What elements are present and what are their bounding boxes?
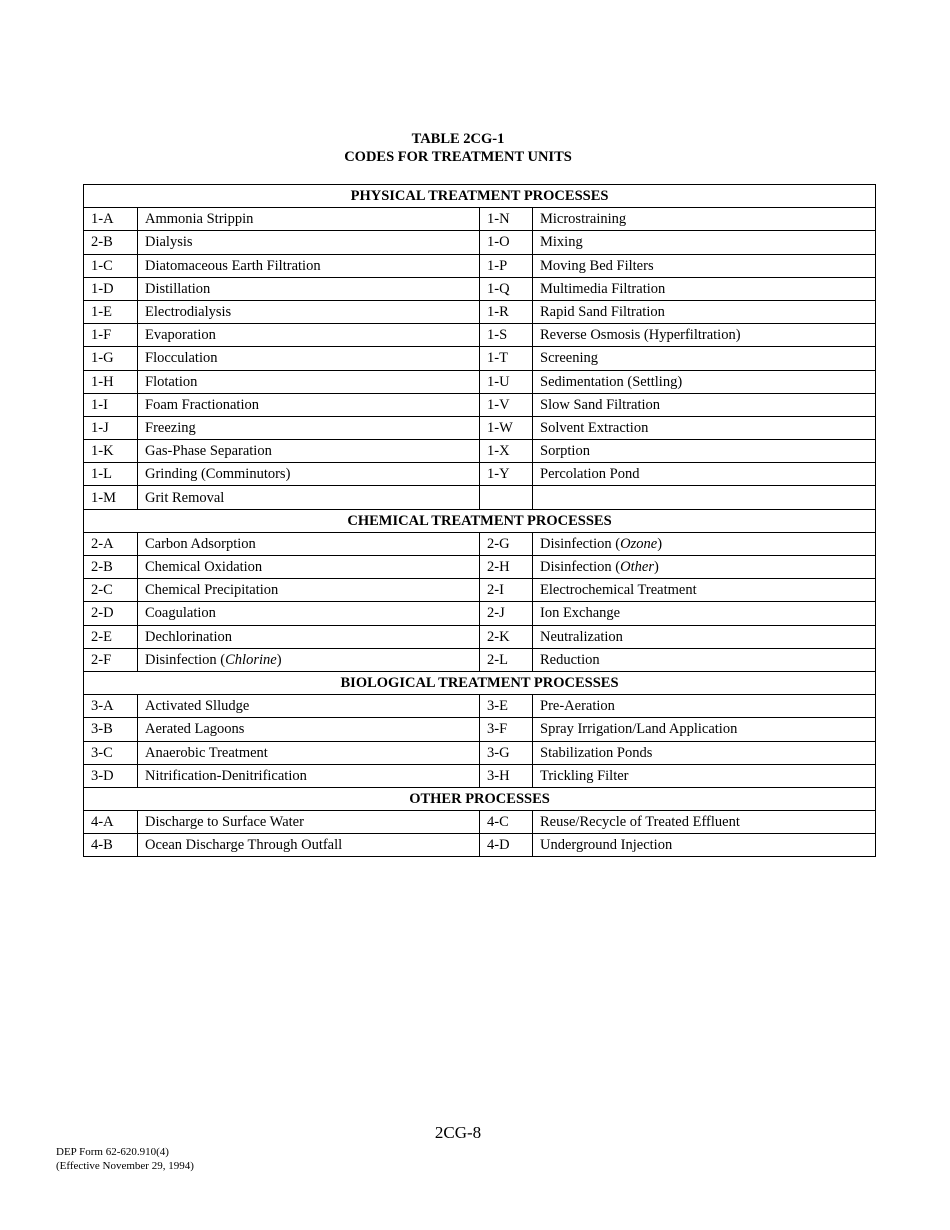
process-name-cell xyxy=(138,393,480,416)
unit-code: 2-A xyxy=(91,535,114,552)
unit-code: 1-K xyxy=(91,443,114,460)
unit-name: Chemical Oxidation xyxy=(145,559,263,576)
code-cell xyxy=(84,532,138,555)
process-name-cell xyxy=(138,440,480,463)
table-row xyxy=(84,393,876,416)
section-header-row xyxy=(84,671,876,694)
code-cell xyxy=(84,254,138,277)
code-cell xyxy=(84,277,138,300)
process-name-cell xyxy=(138,764,480,787)
process-name-cell xyxy=(533,556,876,579)
process-name-cell xyxy=(533,695,876,718)
process-name-cell xyxy=(138,416,480,439)
unit-name: Distillation xyxy=(145,280,211,297)
unit-code: 4-D xyxy=(487,837,510,854)
unit-code: 2-J xyxy=(487,605,505,622)
code-cell xyxy=(480,741,533,764)
table-row xyxy=(84,695,876,718)
unit-name: Stabilization Ponds xyxy=(540,744,653,761)
code-cell xyxy=(480,579,533,602)
table-row xyxy=(84,532,876,555)
unit-name: Activated Slludge xyxy=(145,698,250,715)
process-name-cell xyxy=(138,695,480,718)
unit-code: 1-F xyxy=(91,327,112,344)
unit-name-suffix: ) xyxy=(653,559,659,576)
unit-code: 2-B xyxy=(91,559,113,576)
table-row xyxy=(84,834,876,857)
table-row xyxy=(84,231,876,254)
unit-code: 3-A xyxy=(91,698,114,715)
code-cell xyxy=(480,695,533,718)
unit-code: 2-K xyxy=(487,628,510,645)
unit-name: Electrodialysis xyxy=(145,304,232,321)
unit-code: 3-B xyxy=(91,721,113,738)
unit-name-suffix: ) xyxy=(657,535,663,552)
table-row xyxy=(84,416,876,439)
process-name-cell xyxy=(138,834,480,857)
unit-name: Carbon Adsorption xyxy=(145,535,256,552)
process-name-cell xyxy=(138,324,480,347)
unit-name: Neutralization xyxy=(540,628,623,645)
code-cell xyxy=(480,625,533,648)
unit-name: Flotation xyxy=(145,373,198,390)
unit-name: Pre-Aeration xyxy=(540,698,615,715)
unit-code: 1-A xyxy=(91,211,114,228)
unit-name: Freezing xyxy=(145,419,196,436)
process-name-cell xyxy=(138,347,480,370)
code-cell xyxy=(480,393,533,416)
unit-code: 2-I xyxy=(487,582,504,599)
unit-name: Reverse Osmosis (Hyperfiltration) xyxy=(540,327,741,344)
unit-name: Reduction xyxy=(540,651,600,668)
unit-code: 2-H xyxy=(487,559,510,576)
unit-name: Screening xyxy=(540,350,598,367)
code-cell xyxy=(480,556,533,579)
unit-name: Rapid Sand Filtration xyxy=(540,304,665,321)
unit-code: 4-B xyxy=(91,837,113,854)
table-row xyxy=(84,648,876,671)
unit-code: 1-H xyxy=(91,373,114,390)
code-cell xyxy=(84,625,138,648)
process-name-cell xyxy=(533,370,876,393)
unit-code: 3-C xyxy=(91,744,113,761)
section-header-row xyxy=(84,185,876,208)
unit-code: 1-V xyxy=(487,396,510,413)
unit-code: 1-M xyxy=(91,489,116,506)
process-name-cell xyxy=(138,277,480,300)
unit-name: Anaerobic Treatment xyxy=(145,744,268,761)
code-cell xyxy=(480,416,533,439)
unit-code: 1-J xyxy=(91,419,109,436)
process-name-cell xyxy=(533,254,876,277)
unit-name: Evaporation xyxy=(145,327,216,344)
process-name-cell xyxy=(533,834,876,857)
process-name-cell xyxy=(533,324,876,347)
unit-name: Disinfection ( xyxy=(145,651,226,668)
unit-name: Spray Irrigation/Land Application xyxy=(540,721,738,738)
unit-name: Disinfection ( xyxy=(540,535,621,552)
unit-code: 1-D xyxy=(91,280,114,297)
unit-name: Mixing xyxy=(540,234,583,251)
code-cell xyxy=(84,347,138,370)
unit-name: Dechlorination xyxy=(145,628,232,645)
unit-name: Disinfection ( xyxy=(540,559,621,576)
section-header-row xyxy=(84,509,876,532)
process-name-cell xyxy=(533,277,876,300)
process-name-cell xyxy=(533,718,876,741)
unit-name: Nitrification-Denitrification xyxy=(145,767,307,784)
unit-code: 1-N xyxy=(487,211,510,228)
unit-code: 2-G xyxy=(487,535,510,552)
code-cell xyxy=(84,416,138,439)
unit-name: Grinding (Comminutors) xyxy=(145,466,291,483)
table-row xyxy=(84,300,876,323)
unit-code: 1-E xyxy=(91,304,112,321)
code-cell xyxy=(84,718,138,741)
unit-name: Discharge to Surface Water xyxy=(145,814,304,831)
process-name-cell xyxy=(533,231,876,254)
table-row xyxy=(84,764,876,787)
unit-name-italic: Ozone xyxy=(620,535,658,552)
table-row xyxy=(84,370,876,393)
process-name-cell xyxy=(138,300,480,323)
unit-name: Underground Injection xyxy=(540,837,673,854)
process-name-cell xyxy=(533,648,876,671)
code-cell xyxy=(84,370,138,393)
section-heading: CHEMICAL TREATMENT PROCESSES xyxy=(84,509,876,532)
process-name-cell xyxy=(533,811,876,834)
unit-name: Electrochemical Treatment xyxy=(540,582,697,599)
code-cell xyxy=(480,718,533,741)
code-cell xyxy=(480,764,533,787)
unit-name: Microstraining xyxy=(540,211,627,228)
unit-code: 2-L xyxy=(487,651,508,668)
code-cell xyxy=(480,324,533,347)
table-row xyxy=(84,208,876,231)
unit-name-italic: Chlorine xyxy=(225,651,277,668)
treatment-codes-table xyxy=(83,184,876,857)
process-name-cell xyxy=(138,718,480,741)
process-name-cell xyxy=(138,556,480,579)
process-name-cell xyxy=(533,347,876,370)
process-name-cell xyxy=(138,486,480,509)
process-name-cell xyxy=(533,300,876,323)
table-row xyxy=(84,277,876,300)
table-row xyxy=(84,579,876,602)
unit-name: Aerated Lagoons xyxy=(145,721,245,738)
form-number: DEP Form 62-620.910(4) xyxy=(56,1146,169,1158)
section-heading: PHYSICAL TREATMENT PROCESSES xyxy=(84,185,876,208)
code-cell xyxy=(84,463,138,486)
process-name-cell xyxy=(533,602,876,625)
unit-name: Ocean Discharge Through Outfall xyxy=(145,837,343,854)
unit-name: Grit Removal xyxy=(145,489,225,506)
table-title xyxy=(0,130,916,166)
code-cell xyxy=(84,324,138,347)
unit-code: 1-Q xyxy=(487,280,510,297)
unit-code: 1-L xyxy=(91,466,112,483)
code-cell xyxy=(84,602,138,625)
code-cell xyxy=(84,556,138,579)
page-number: 2CG-8 xyxy=(434,1123,482,1142)
code-cell xyxy=(84,648,138,671)
code-cell xyxy=(480,347,533,370)
unit-code: 3-E xyxy=(487,698,508,715)
unit-name: Moving Bed Filters xyxy=(540,257,654,274)
unit-name: Chemical Precipitation xyxy=(145,582,279,599)
unit-code: 1-O xyxy=(487,234,510,251)
code-cell xyxy=(480,602,533,625)
process-name-cell xyxy=(533,463,876,486)
code-cell xyxy=(84,486,138,509)
code-cell xyxy=(84,764,138,787)
code-cell xyxy=(480,811,533,834)
unit-code: 3-F xyxy=(487,721,508,738)
unit-code: 1-I xyxy=(91,396,108,413)
unit-name: Coagulation xyxy=(145,605,216,622)
code-cell xyxy=(480,834,533,857)
code-cell xyxy=(480,370,533,393)
table-row xyxy=(84,602,876,625)
unit-code: 3-H xyxy=(487,767,510,784)
unit-code: 1-U xyxy=(487,373,510,390)
unit-name: Percolation Pond xyxy=(540,466,640,483)
process-name-cell xyxy=(533,579,876,602)
process-name-cell xyxy=(533,764,876,787)
code-cell xyxy=(84,393,138,416)
code-cell xyxy=(480,463,533,486)
code-cell xyxy=(84,579,138,602)
process-name-cell xyxy=(533,741,876,764)
unit-code: 1-W xyxy=(487,419,513,436)
unit-name-italic: Other xyxy=(620,559,654,576)
unit-name: Slow Sand Filtration xyxy=(540,396,661,413)
table-row xyxy=(84,811,876,834)
unit-code: 3-G xyxy=(487,744,510,761)
form-footer xyxy=(56,1145,194,1173)
unit-name-suffix: ) xyxy=(276,651,282,668)
unit-name: Trickling Filter xyxy=(540,767,629,784)
section-heading: OTHER PROCESSES xyxy=(84,787,876,810)
unit-code: 2-C xyxy=(91,582,113,599)
table-row xyxy=(84,254,876,277)
code-cell xyxy=(84,440,138,463)
table-row xyxy=(84,347,876,370)
unit-code: 4-C xyxy=(487,814,509,831)
code-cell xyxy=(480,231,533,254)
table-number: TABLE 2CG-1 xyxy=(411,131,505,147)
unit-code: 1-S xyxy=(487,327,508,344)
unit-code: 1-T xyxy=(487,350,508,367)
table-row xyxy=(84,625,876,648)
unit-name: Gas-Phase Separation xyxy=(145,443,272,460)
code-cell xyxy=(84,231,138,254)
unit-code: 2-E xyxy=(91,628,112,645)
unit-code: 1-C xyxy=(91,257,113,274)
process-name-cell xyxy=(138,811,480,834)
table-row xyxy=(84,486,876,509)
code-cell xyxy=(84,208,138,231)
code-cell xyxy=(480,440,533,463)
unit-name: Diatomaceous Earth Filtration xyxy=(145,257,321,274)
process-name-cell xyxy=(138,602,480,625)
unit-code: 1-P xyxy=(487,257,508,274)
process-name-cell xyxy=(533,393,876,416)
process-name-cell xyxy=(138,208,480,231)
code-cell xyxy=(84,741,138,764)
unit-name: Multimedia Filtration xyxy=(540,280,666,297)
process-name-cell xyxy=(533,532,876,555)
unit-code: 2-D xyxy=(91,605,114,622)
process-name-cell xyxy=(138,231,480,254)
section-heading: BIOLOGICAL TREATMENT PROCESSES xyxy=(84,671,876,694)
unit-name: Sorption xyxy=(540,443,590,460)
unit-code: 2-F xyxy=(91,651,112,668)
unit-name: Ion Exchange xyxy=(540,605,621,622)
process-name-cell xyxy=(533,208,876,231)
process-name-cell xyxy=(138,579,480,602)
process-name-cell xyxy=(533,440,876,463)
code-cell xyxy=(480,277,533,300)
code-cell xyxy=(480,532,533,555)
code-cell xyxy=(480,254,533,277)
table-row xyxy=(84,463,876,486)
code-cell xyxy=(480,300,533,323)
effective-date: (Effective November 29, 1994) xyxy=(56,1160,194,1172)
unit-name: Ammonia Strippin xyxy=(145,211,254,228)
unit-code: 1-X xyxy=(487,443,510,460)
unit-name: Solvent Extraction xyxy=(540,419,649,436)
unit-name: Dialysis xyxy=(145,234,193,251)
unit-code: 1-Y xyxy=(487,466,510,483)
table-row xyxy=(84,440,876,463)
table-row xyxy=(84,556,876,579)
code-cell xyxy=(84,834,138,857)
table-row xyxy=(84,741,876,764)
process-name-cell xyxy=(533,486,876,509)
unit-code: 2-B xyxy=(91,234,113,251)
process-name-cell xyxy=(138,370,480,393)
process-name-cell xyxy=(138,463,480,486)
code-cell xyxy=(480,486,533,509)
table-row xyxy=(84,324,876,347)
process-name-cell xyxy=(138,648,480,671)
code-cell xyxy=(84,695,138,718)
table-caption: CODES FOR TREATMENT UNITS xyxy=(344,149,572,165)
code-cell xyxy=(84,811,138,834)
code-cell xyxy=(84,300,138,323)
table-row xyxy=(84,718,876,741)
process-name-cell xyxy=(533,416,876,439)
process-name-cell xyxy=(138,532,480,555)
code-cell xyxy=(480,208,533,231)
process-name-cell xyxy=(533,625,876,648)
process-name-cell xyxy=(138,254,480,277)
unit-code: 4-A xyxy=(91,814,114,831)
unit-code: 1-G xyxy=(91,350,114,367)
unit-code: 1-R xyxy=(487,304,509,321)
unit-code: 3-D xyxy=(91,767,114,784)
unit-name: Sedimentation (Settling) xyxy=(540,373,683,390)
unit-name: Flocculation xyxy=(145,350,218,367)
unit-name: Foam Fractionation xyxy=(145,396,259,413)
process-name-cell xyxy=(138,625,480,648)
section-header-row xyxy=(84,787,876,810)
process-name-cell xyxy=(138,741,480,764)
code-cell xyxy=(480,648,533,671)
unit-name: Reuse/Recycle of Treated Effluent xyxy=(540,814,740,831)
